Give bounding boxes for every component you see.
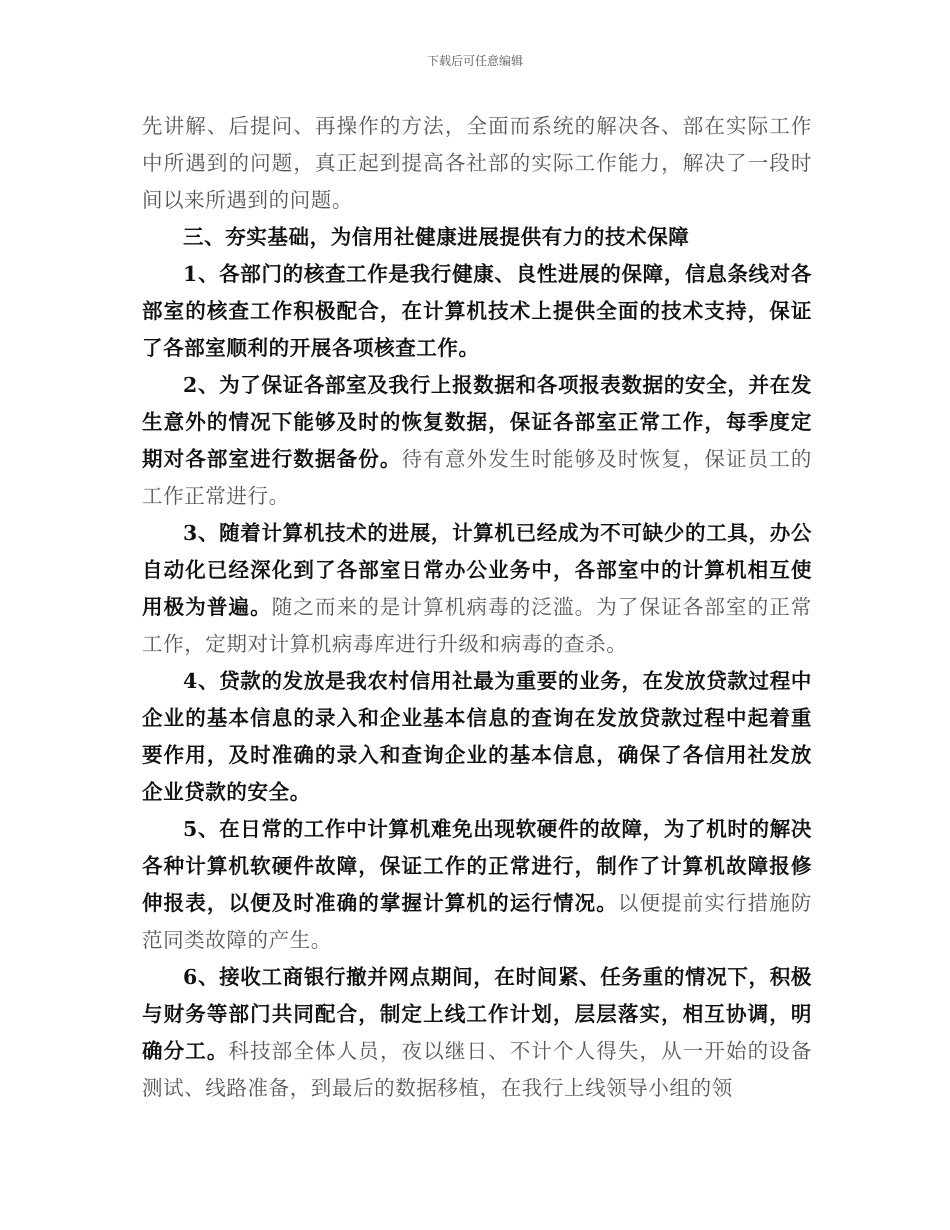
paragraph-text: 科技部全体人员，夜以继日、不计个人得失，从一开始的设备测试、线路准备，到最后的数据移植，在我行上线领导小组的领 [142,1039,813,1100]
paragraph [142,663,812,811]
paragraph-text: 4、贷款的发放是我农村信用社最为重要的业务，在发放贷款过程中企业的基本信息的录入和企业基本信息的查询在发放贷款过程中起着重要作用，及时准确的录入和查询企业的基本信息，确保了各信用社发放企业贷款的安全。 [142,669,812,804]
paragraph [142,108,812,219]
paragraph [142,515,812,663]
paragraph-text: 6、接收工商银行撤并网点期间，在时间紧、任务重的情况下，积极与财务等部门共同配合，制定上线工作计划，层层落实，相互协调，明确分工。 [142,965,812,1063]
paragraph [142,256,812,367]
paragraph-text: 随之而来的是计算机病毒的泛滥。为了保证各部室的正常工作，定期对计算机病毒库进行升级和病毒的查杀。 [142,595,812,656]
paragraph-text: 3、随着计算机技术的进展，计算机已经成为不可缺少的工具，办公自动化已经深化到了各部室日常办公业务中，各部室中的计算机相互使用极为普遍。 [142,521,812,619]
paragraph [142,959,812,1107]
paragraph-text: 待有意外发生时能够及时恢复，保证员工的工作正常进行。 [142,447,812,508]
paragraph [142,219,812,256]
paragraph-text: 5、在日常的工作中计算机难免出现软硬件的故障，为了机时的解决各种计算机软硬件故障，保证工作的正常进行，制作了计算机故障报修伸报表，以便及时准确的掌握计算机的运行情况。 [142,817,812,915]
paragraph-text: 三、夯实基础，为信用社健康进展提供有力的技术保障 [183,225,690,249]
paragraph-text: 以便提前实行措施防范同类故障的产生。 [142,891,812,952]
paragraph-text: 2、为了保证各部室及我行上报数据和各项报表数据的安全，并在发生意外的情况下能够及时的恢复数据，保证各部室正常工作，每季度定期对各部室进行数据备份。 [142,373,812,471]
paragraph [142,367,812,515]
document-body [142,108,812,1107]
page-header: 下载后可任意编辑 [426,54,523,68]
paragraph-text: 先讲解、后提问、再操作的方法，全面而系统的解决各、部在实际工作中所遇到的问题，真正起到提高各社部的实际工作能力，解决了一段时间以来所遇到的问题。 [142,114,812,212]
paragraph-text: 1、各部门的核查工作是我行健康、良性进展的保障，信息条线对各部室的核查工作积极配合，在计算机技术上提供全面的技术支持，保证了各部室顺利的开展各项核查工作。 [142,262,812,360]
paragraph [142,811,812,959]
